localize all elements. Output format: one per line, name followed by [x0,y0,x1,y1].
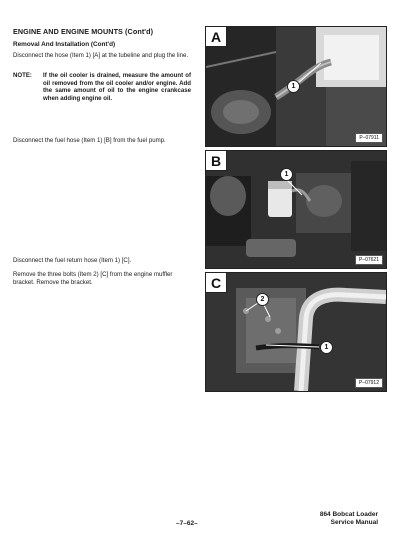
figure-c-photo [205,272,387,392]
figure-a-label: A [206,27,227,47]
note-block [13,72,191,102]
manual-title [320,511,378,527]
instruction-remove-bolts: Remove the three bolts (Item 2) [C] from the engine muffler bracket. Remove the bracket. [13,271,173,286]
figure-c-label: C [206,273,227,293]
figure-a-photo [205,26,387,147]
figure-c-image [206,273,386,391]
figure-c-code: P–07912 [355,378,383,388]
figure-c-callout-2: 2 [256,293,269,306]
figure-a-callout-1: 1 [287,80,300,93]
subsection-title: Removal And Installation (Cont'd) [13,41,116,48]
instruction-fuel-hose: Disconnect the fuel hose (Item 1) [B] from the fuel pump. [13,137,166,144]
manual-title-line-1: 864 Bobcat Loader [319,511,378,518]
figure-c-callout-1: 1 [320,341,333,354]
instruction-hose: Disconnect the hose (Item 1) [A] at the tubeline and plug the line. [13,52,189,59]
figure-a-code: P–07911 [355,133,383,143]
figure-b-callout-1: 1 [280,168,293,181]
figure-b-label: B [206,151,227,171]
note-label: NOTE: [13,72,32,79]
figure-b-image [206,151,386,268]
note-text: If the oil cooler is drained, measure the amount of oil removed from the oil cooler and/or engine. Add the same amount of oil to the engine crankcase when adding engine oil. [43,72,191,102]
instruction-return-hose: Disconnect the fuel return hose (Item 1) [C]. [13,257,132,264]
page-number: –7–62– [176,520,198,527]
figure-b-photo [205,150,387,269]
manual-title-line-2: Service Manual [330,519,378,526]
section-title: ENGINE AND ENGINE MOUNTS (Cont'd) [13,27,154,36]
figure-b-code: P–07621 [355,255,383,265]
